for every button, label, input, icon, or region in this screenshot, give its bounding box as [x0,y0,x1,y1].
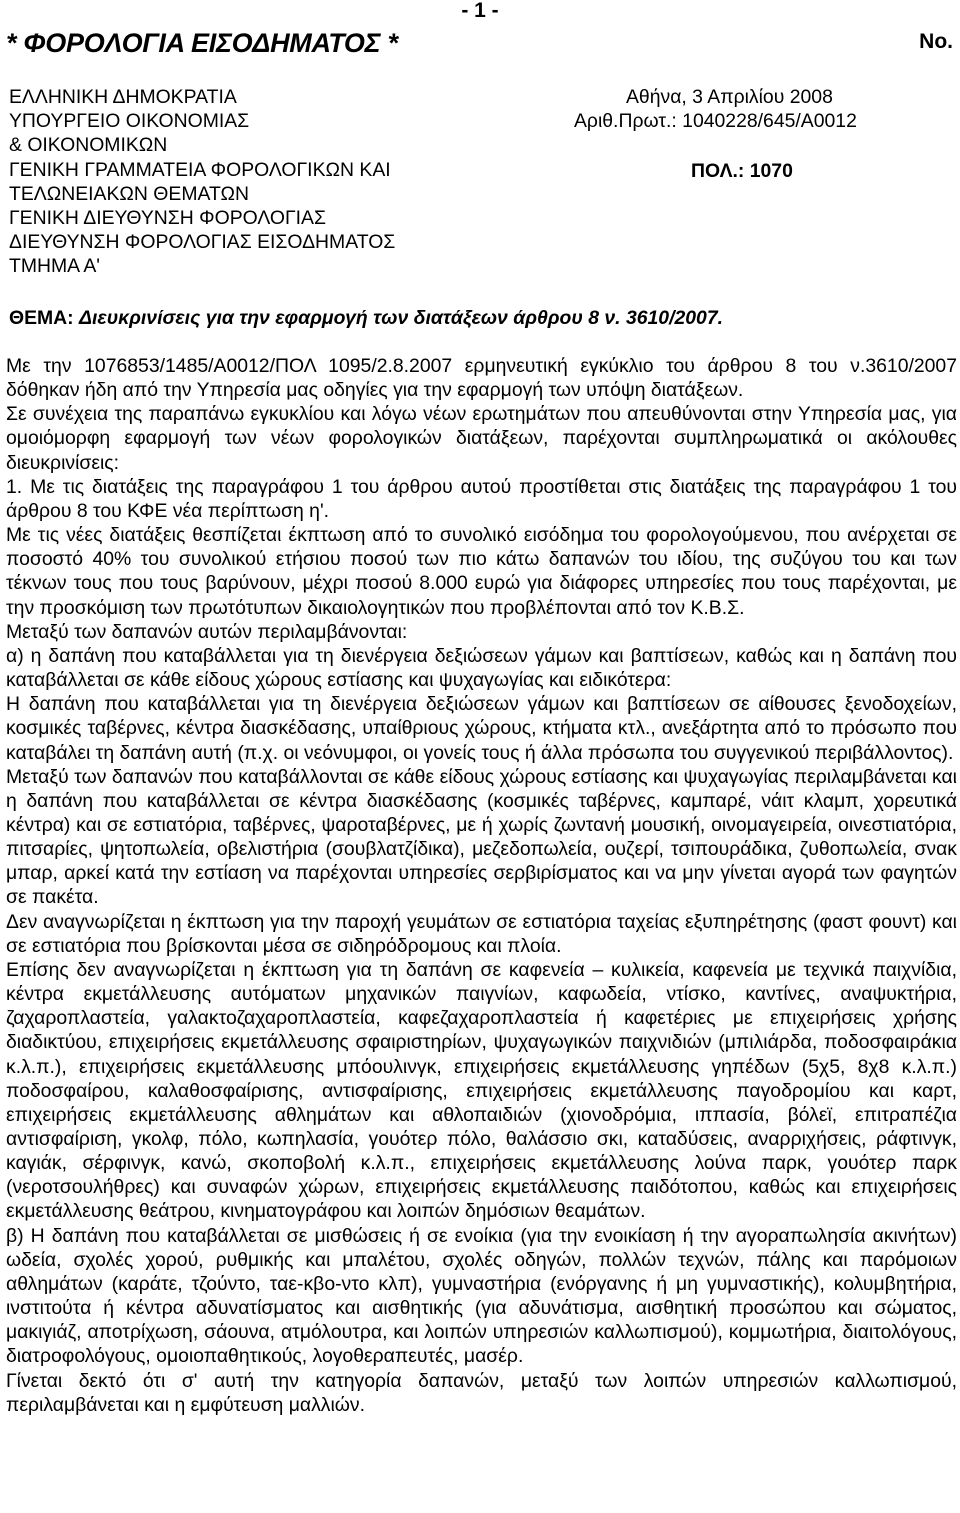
issuer-line: ΕΛΛΗΝΙΚΗ ΔΗΜΟΚΡΑΤΙΑ [9,86,237,108]
issuer-line: & ΟΙΚΟΝΟΜΙΚΩΝ [9,134,168,157]
issuer-line: ΔΙΕΥΘΥΝΣΗ ΦΟΡΟΛΟΓΙΑΣ ΕΙΣΟΔΗΜΑΤΟΣ [9,231,396,254]
body-paragraph: Δεν αναγνωρίζεται η έκπτωση για την παροχή γευμάτων σε εστιατόρια ταχείας εξυπηρέτησης (φαστ φουντ) και σε εστιατόρια που βρίσκονται μέσα σε σιδηρόδρομους και πλοία. [6,910,957,957]
protocol-number: Αριθ.Πρωτ.: 1040228/645/Α0012 [574,110,857,132]
issuer-line: ΥΠΟΥΡΓΕΙΟ ΟΙΚΟΝΟΜΙΑΣ [9,110,250,133]
body-paragraph: Μεταξύ των δαπανών αυτών περιλαμβάνονται: [6,620,408,643]
body-paragraph: α) η δαπάνη που καταβάλλεται για τη διενέργεια δεξιώσεων γάμων και βαπτίσεων, καθώς και η δαπάνη που καταβάλλεται σε κάθε είδους χώρους εστίασης και ψυχαγωγίας και ειδικότερα: [6,644,957,692]
body-paragraph: Επίσης δεν αναγνωρίζεται η έκπτωση για τη δαπάνη σε καφενεία – κυλικεία, καφενεία με τεχνικά παιχνίδια, κέντρα εκμετάλλευσης αυτόματων μηχανικών παιγνίων, καφωδεία, ντίσκο, καντίνες, αναψυκτήρια, ζαχαροπλαστεία, γαλακτοζαχαροπλαστεία, καφεζαχαροπλαστεία ή καφετέριες με επιχειρήσεις χρήσης διαδικτύου, επιχειρήσεις εκμετάλλευσης σφαιριστηρίων, ψυχαγωγικών παιχνιδιών (μπιλιάρδα, ποδοσφαιράκια κ.λ.π.), επιχειρήσεις εκμετάλλευσης μπόουλινγκ, επιχειρήσεις εκμετάλλευσης γηπέδων (5χ5, 8χ8 κ.λ.π.) ποδοσφαίρου, καλαθοσφαίρισης, αντισφαίρισης, επιχειρήσεις εκμετάλλευσης παγοδρομίου και καρτ, επιχειρήσεις εκμετάλλευσης αθλημάτων και αθλοπαιδιών (χιονοδρόμια, ιππασία, βόλεϊ, επιτραπέζια αντισφαίριση, γκολφ, πόλο, κωπηλασία, γουότερ πόλο, θαλάσσιο σκι, καταδύσεις, αναρριχήσεις, ράφτινγκ, καγιάκ, σέρφινγκ, κανώ, σκοποβολή κ.λ.π., επιχειρήσεις εκμετάλλευσης λούνα παρκ, γουότερ παρκ (νεροτσουλήθρες) και συναφών χώρων, επιχειρήσεις εκμετάλλευσης παιδότοπου, καθώς και επιχειρήσεις εκμετάλλευσης θεάτρου, κινηματογράφου και λοιπών δημόσιων θεαμάτων. [6,958,957,1223]
page-number: - 1 - [461,0,499,22]
body-paragraph: Με την 1076853/1485/Α0012/ΠΟΛ 1095/2.8.2007 ερμηνευτική εγκύκλιο του άρθρου 8 του ν.3610/2007 δόθηκαν ήδη από την Υπηρεσία μας οδηγίες για την εφαρμογή των υπόψη διατάξεων. [6,355,957,402]
series-title: * ΦΟΡΟΛΟΓΙΑ ΕΙΣΟΔΗΜΑΤΟΣ * [6,28,398,58]
body-paragraph: Μεταξύ των δαπανών που καταβάλλονται σε κάθε είδους χώρους εστίασης και ψυχαγωγίας περιλαμβάνεται και η δαπάνη που καταβάλλεται σε κέντρα διασκέδασης (κοσμικές ταβέρνες, καμπαρέ, νάιτ κλαμπ, χορευτικά κέντρα) και σε εστιατόρια, ταβέρνες, ψαροταβέρνες, με ή χωρίς ζωντανή μουσική, οινομαγειρεία, οινεστιατόρια, πιτσαρίες, ψητοπωλεία, οβελιστήρια (σουβλατζίδικα), μεζεδοπωλεία, ουζερί, τσιπουράδικα, ζυθοπωλεία, σνακ μπαρ, αρκεί κατά την εστίαση να παρέχονται υπηρεσίες σερβιρίσματος και να μην γίνεται αγορά των φαγητών σε πακέτα. [6,765,957,909]
issuer-line: ΤΜΗΜΑ Α' [9,255,100,278]
issuer-line: ΤΕΛΩΝΕΙΑΚΩΝ ΘΕΜΑΤΩΝ [9,182,249,205]
issuer-block [9,85,395,279]
body-paragraph: Γίνεται δεκτό ότι σ' αυτή την κατηγορία δαπανών, μεταξύ των λοιπών υπηρεσιών καλλωπισμού, περιλαμβάνεται και η εμφύτευση μαλλιών. [6,1369,957,1416]
body-paragraph: Η δαπάνη που καταβάλλεται για τη διενέργεια δεξιώσεων γάμων και βαπτίσεων σε αίθουσες ξενοδοχείων, κοσμικές ταβέρνες, κέντρα διασκέδασης, υπαίθριους χώρους, κτήματα κτλ., ανεξάρτητα από το πρόσωπο που καταβάλει τη δαπάνη αυτή (π.χ. οι νεόνυμφοι, οι γονείς τους ή άλλα πρόσωπα του συγγενικού περιβάλλοντος). [6,693,957,764]
subject-line [9,306,723,330]
document-body [6,354,957,1417]
subject-label: ΘΕΜΑ: [9,307,74,329]
document-number-label: No. [919,30,953,53]
body-paragraph: Σε συνέχεια της παραπάνω εγκυκλίου και λόγω νέων ερωτημάτων που απευθύνονται στην Υπηρεσία μας, για ομοιόμορφη εφαρμογή των νέων φορολογικών διατάξεων, παρέχονται συμπληρωματικά οι ακόλουθες διευκρινίσεις: [6,403,957,474]
body-paragraph: Με τις νέες διατάξεις θεσπίζεται έκπτωση από το συνολικό εισόδημα του φορολογούμενου, που ανέρχεται σε ποσοστό 40% του συνολικού ετήσιου ποσού των πιο κάτω δαπανών του ιδίου, της συζύγου του και των τέκνων τους που τους βαρύνουν, μέχρι ποσού 8.000 ευρώ για διάφορες υπηρεσίες που τους παρέχονται, με την προσκόμιση των πρωτότυπων δικαιολογητικών που προβλέπονται από τον Κ.Β.Σ. [6,524,957,619]
subject-text: Διευκρινίσεις για την εφαρμογή των διατάξεων άρθρου 8 ν. 3610/2007. [79,307,724,329]
body-paragraph: 1. Με τις διατάξεις της παραγράφου 1 του άρθρου αυτού προστίθεται στις διατάξεις της παραγράφου 1 του άρθρου 8 του ΚΦΕ νέα περίπτωση η'. [6,475,957,522]
issuer-line: ΓΕΝΙΚΗ ΓΡΑΜΜΑΤΕΙΑ ΦΟΡΟΛΟΓΙΚΩΝ ΚΑΙ [9,158,391,181]
pol-number: ΠΟΛ.: 1070 [691,160,793,182]
body-paragraph: β) Η δαπάνη που καταβάλλεται σε μισθώσεις ή σε ενοίκια (για την ενοικίαση ή την αγοραπωλησία ακινήτων) ωδεία, σχολές χορού, ρυθμικής και μπαλέτου, σχολές οδηγών, πολλών τεχνών, πάλης και παρόμοιων αθλημάτων (καράτε, τζούντο, ταε-κβο-ντο κλπ), γυμναστήρια (ενόργανης ή μη γυμναστικής), κολυμβητήρια, ινστιτούτα ή κέντρα αδυνατίσματος και αισθητικής (για αδυνάτισμα, αισθητική προσώπου και σώματος, μακιγιάζ, αποτρίχωση, σάουνα, ατμόλουτρα, και λοιπών υπηρεσιών καλλωπισμού), κομμωτήρια, διαιτολόγους, διατροφολόγους, ομοιοπαθητικούς, λογοθεραπευτές, μασέρ. [6,1224,957,1368]
issuer-line: ΓΕΝΙΚΗ ΔΙΕΥΘΥΝΣΗ ΦΟΡΟΛΟΓΙΑΣ [9,207,326,230]
document-date: Αθήνα, 3 Απριλίου 2008 [626,86,833,108]
